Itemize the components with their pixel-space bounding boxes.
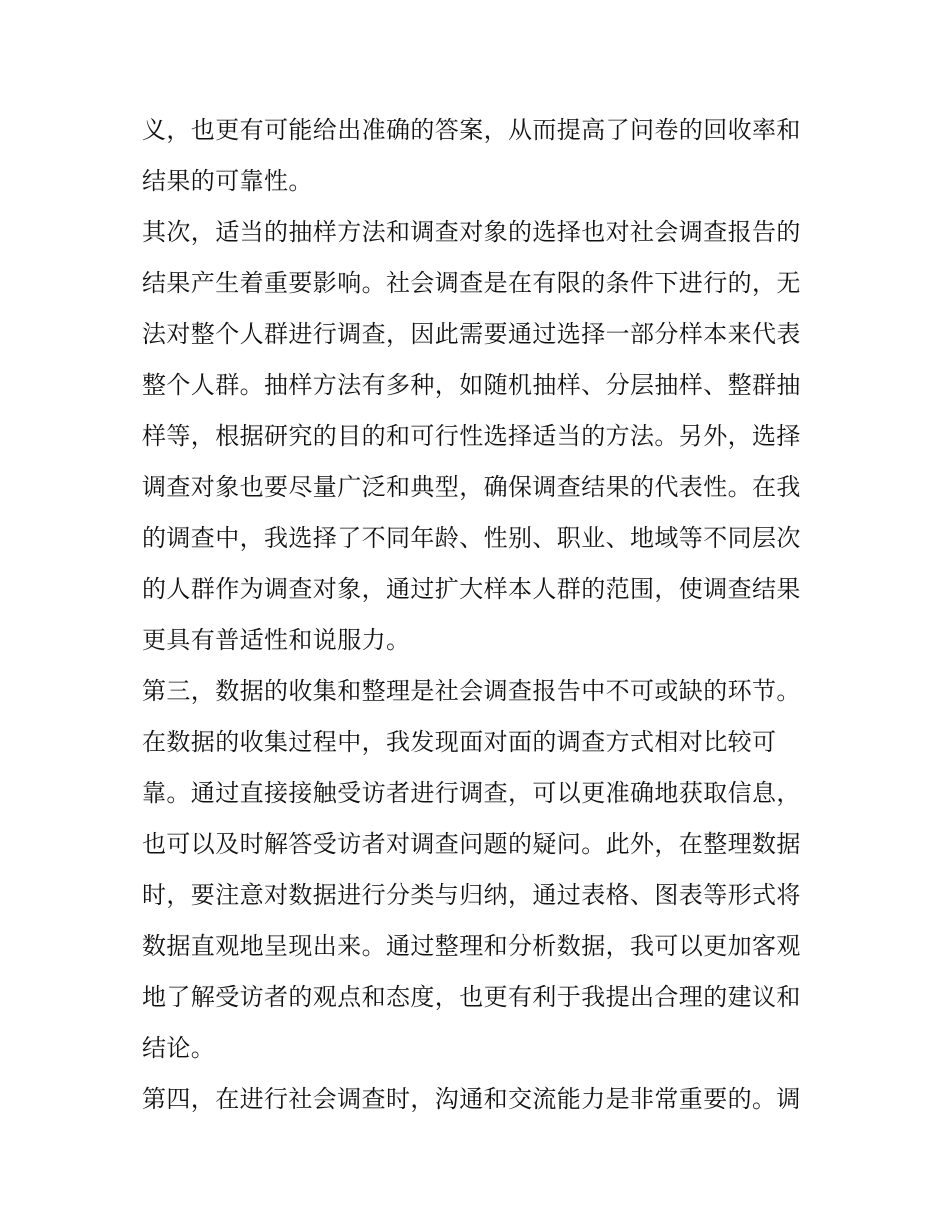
text-line: 更具有普适性和说服力。 <box>142 626 411 654</box>
text-line: 调查对象也要尽量广泛和典型，确保调查结果的代表性。在我 <box>142 473 801 501</box>
text-line: 在数据的收集过程中，我发现面对面的调查方式相对比较可 <box>142 728 777 756</box>
text-line: 结果的可靠性。 <box>142 167 313 195</box>
text-line: 时，要注意对数据进行分类与归纳，通过表格、图表等形式将 <box>142 881 801 909</box>
text-line: 的人群作为调查对象，通过扩大样本人群的范围，使调查结果 <box>142 575 801 603</box>
text-line: 也可以及时解答受访者对调查问题的疑问。此外，在整理数据 <box>142 830 801 858</box>
text-line: 结果产生着重要影响。社会调查是在有限的条件下进行的，无 <box>142 269 801 297</box>
text-line: 第四，在进行社会调查时，沟通和交流能力是非常重要的。调 <box>142 1085 801 1113</box>
text-line: 地了解受访者的观点和态度，也更有利于我提出合理的建议和 <box>142 983 801 1011</box>
text-line: 整个人群。抽样方法有多种，如随机抽样、分层抽样、整群抽 <box>142 371 801 399</box>
text-line: 其次，适当的抽样方法和调查对象的选择也对社会调查报告的 <box>142 218 801 246</box>
text-line: 样等，根据研究的目的和可行性选择适当的方法。另外，选择 <box>142 422 801 450</box>
text-line: 义，也更有可能给出准确的答案，从而提高了问卷的回收率和 <box>142 116 801 144</box>
text-line: 法对整个人群进行调查，因此需要通过选择一部分样本来代表 <box>142 320 801 348</box>
text-line: 第三，数据的收集和整理是社会调查报告中不可或缺的环节。 <box>142 677 801 705</box>
text-line: 结论。 <box>142 1034 216 1062</box>
text-line: 的调查中，我选择了不同年龄、性别、职业、地域等不同层次 <box>142 524 801 552</box>
text-line: 数据直观地呈现出来。通过整理和分析数据，我可以更加客观 <box>142 932 801 960</box>
text-line: 靠。通过直接接触受访者进行调查，可以更准确地获取信息， <box>142 779 801 807</box>
